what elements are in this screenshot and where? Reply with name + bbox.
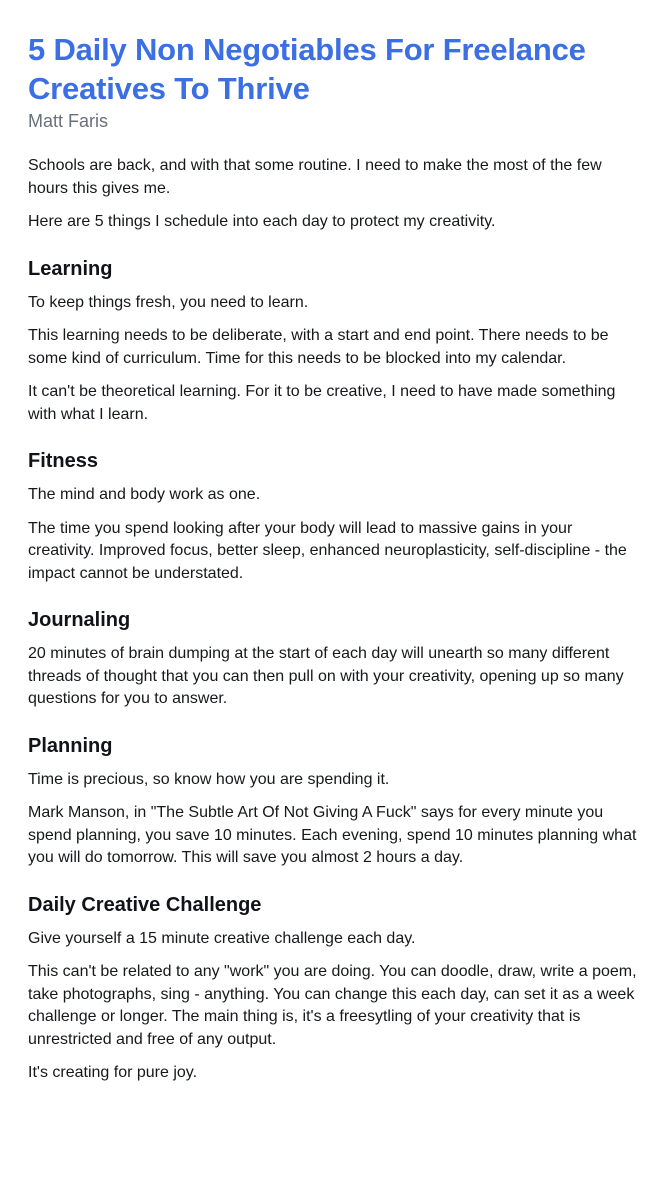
intro-paragraph: Here are 5 things I schedule into each day to protect my creativity. [28, 213, 496, 230]
section-paragraph: This can't be related to any "work" you are doing. You can doodle, draw, write a poem, take photographs, sing - anything. You can change this each day, can set it as a week challenge or longer. The main thing is, it's a freesytling of your creativity that is unrestricted and free of any output. [28, 963, 637, 1048]
section-planning [28, 733, 639, 870]
intro-paragraph: Schools are back, and with that some routine. I need to make the most of the few hours this gives me. [28, 157, 602, 197]
section-heading: Journaling [28, 609, 131, 631]
section-paragraph: 20 minutes of brain dumping at the start of each day will unearth so many different threads of thought that you can then pull on with your creativity, opening up so many questions for you to answer. [28, 645, 624, 707]
article-title: 5 Daily Non Negotiables For Freelance Creatives To Thrive [28, 32, 586, 106]
section-fitness [28, 448, 639, 585]
section-paragraph: Mark Manson, in "The Subtle Art Of Not Giving A Fuck" says for every minute you spend planning, you save 10 minutes. Each evening, spend 10 minutes planning what you will do tomorrow. This will save you almost 2 hours a day. [28, 804, 637, 866]
section-heading: Learning [28, 257, 113, 280]
section-paragraph: To keep things fresh, you need to learn. [28, 293, 309, 311]
section-paragraph: The mind and body work as one. [28, 486, 261, 503]
section-heading: Planning [28, 734, 113, 757]
section-heading: Fitness [28, 450, 99, 472]
section-paragraph: It can't be theoretical learning. For it to be creative, I need to have made something with what I learn. [28, 383, 616, 423]
section-heading: Daily Creative Challenge [28, 893, 262, 916]
section-paragraph: The time you spend looking after your body will lead to massive gains in your creativity. Improved focus, better sleep, enhanced neuroplasticity, self-discipline - the impact cannot be understated. [28, 519, 627, 582]
intro [28, 155, 639, 234]
section-paragraph: It's creating for pure joy. [28, 1064, 198, 1081]
section-daily-creative-challenge [28, 892, 639, 1085]
section-journaling [28, 607, 639, 711]
section-paragraph: This learning needs to be deliberate, with a start and end point. There needs to be some kind of curriculum. Time for this needs to be blocked into my calendar. [28, 327, 609, 367]
author-name: Matt Faris [28, 111, 109, 131]
section-paragraph: Give yourself a 15 minute creative challenge each day. [28, 929, 416, 947]
section-paragraph: Time is precious, so know how you are spending it. [28, 770, 390, 788]
section-learning [28, 256, 639, 427]
